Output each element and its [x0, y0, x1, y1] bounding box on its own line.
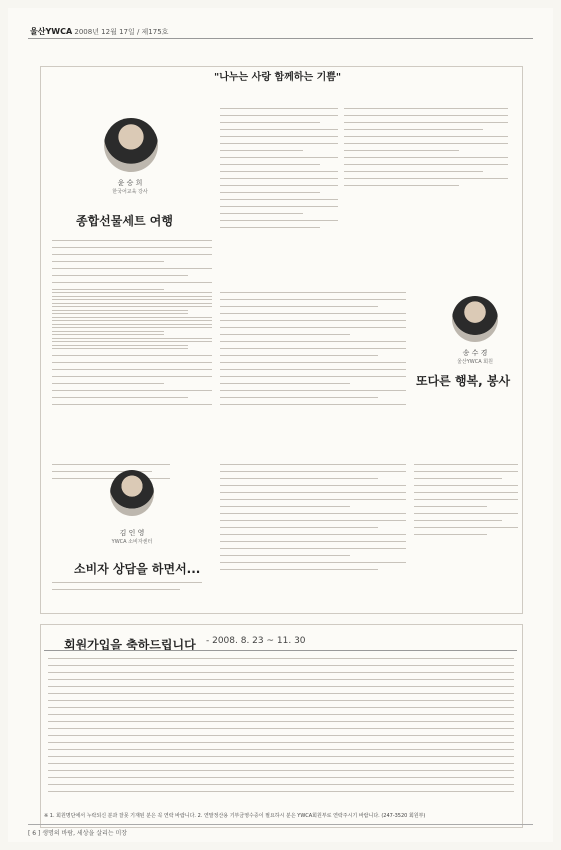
brand: 울산YWCA — [30, 27, 73, 36]
article-body — [220, 292, 406, 448]
article-body — [414, 464, 518, 558]
author-photo — [104, 118, 158, 172]
page-header — [30, 26, 168, 37]
newsletter-page — [8, 8, 553, 842]
author-role: 한국어교육 강사 — [112, 189, 148, 195]
article-title: 또다른 행복, 봉사 — [416, 374, 511, 388]
membership-title: 회원가입을 축하드립니다 — [64, 638, 196, 652]
article-body — [220, 464, 406, 606]
author-role: 울산YWCA 회원 — [457, 359, 493, 365]
member-list — [48, 658, 514, 808]
author-name: 김 인 영 — [119, 529, 145, 537]
article-title: 종합선물세트 여행 — [76, 214, 173, 228]
section-banner: "나누는 사랑 함께하는 기쁨" — [214, 72, 342, 83]
author-name: 윤 승 희 — [117, 179, 143, 187]
author-photo — [110, 470, 154, 516]
page-footer: [ 6 ] 생명의 바람, 세상을 살리는 미장 — [28, 830, 128, 837]
membership-date: - 2008. 8. 23 ~ 11. 30 — [206, 636, 306, 646]
author-name: 송 수 경 — [462, 349, 488, 357]
article-body — [52, 582, 202, 606]
article-title: 소비자 상담을 하면서... — [74, 562, 201, 576]
issue-info: 2008년 12월 17일 / 제175호 — [74, 28, 169, 36]
article-body — [52, 292, 212, 448]
article-body — [220, 108, 338, 268]
header-rule — [28, 38, 533, 39]
article-body — [344, 108, 508, 268]
author-role: YWCA 소비자센터 — [111, 539, 153, 545]
footer-rule — [28, 824, 533, 825]
membership-rule — [44, 650, 517, 651]
author-photo — [452, 296, 498, 342]
membership-note: ※ 1. 회원명단에서 누락되신 분과 잘못 기재된 분은 꼭 연락 바랍니다. 2. 연말정산용 기부금영수증이 필요하시 분은 YWCA회원부로 연락주시기 바랍니다. (247-3520 회원부) — [44, 813, 426, 819]
